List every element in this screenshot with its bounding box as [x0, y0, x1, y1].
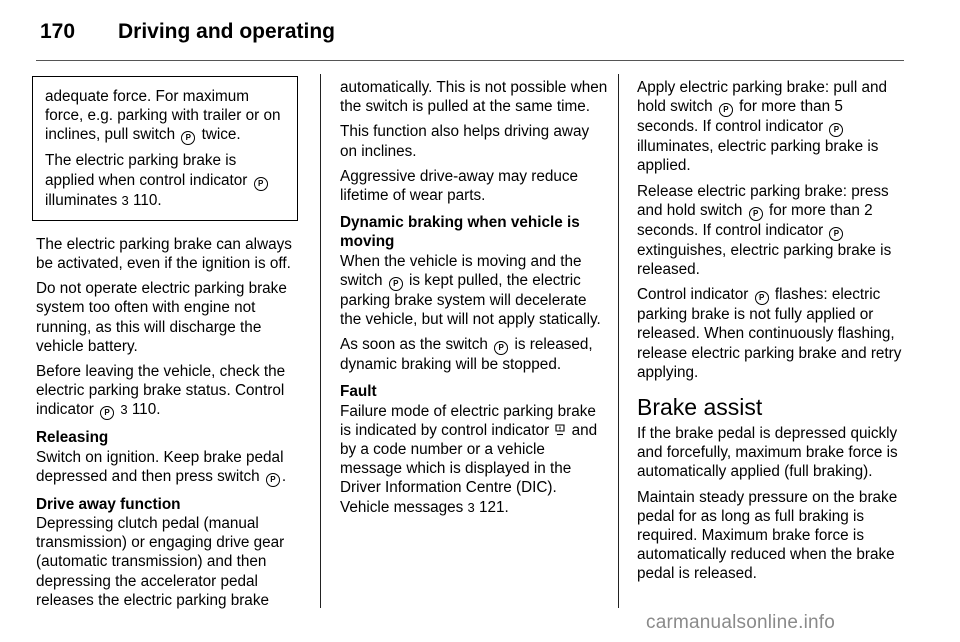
parking-brake-icon: P — [389, 277, 403, 291]
column-divider-2 — [618, 74, 619, 608]
paragraph: Depressing clutch pedal (manual transmission) or engaging drive gear (automatic transmission) and then depressing the accelerator pedal releases the electric parking brake — [36, 515, 285, 609]
paragraph: Maintain steady pressure on the brake pedal for as long as full braking is required. Maximum brake force is automatically reduced when the brake pedal is released. — [637, 488, 898, 583]
parking-brake-icon: P — [749, 207, 763, 221]
subheading-dynamic-braking: Dynamic braking when vehicle is moving — [340, 214, 580, 251]
column-3 — [637, 78, 905, 590]
page-reference-icon: 3 — [120, 402, 128, 418]
notice-paragraph-1: adequate force. For maximum force, e.g. parking with trailer or on inclines, pull switch P twice. — [45, 88, 281, 144]
paragraph: Failure mode of electric parking brake is indicated by control indicator and by a code number or a vehicle message which is displayed in the Driver Information Centre (DIC). Vehicle messages 3 121. — [340, 402, 598, 516]
service-warning-icon — [555, 424, 565, 436]
page-reference[interactable]: 121. — [479, 498, 509, 516]
parking-brake-icon: P — [755, 291, 769, 305]
watermark: carmanualsonline.info — [646, 612, 836, 633]
page-reference[interactable]: 110. — [131, 401, 161, 419]
paragraph: Control indicator P flashes: electric parking brake is not fully applied or released. When continuously flashing, release electric parking brake and retry applying. — [637, 286, 902, 381]
section-title-brake-assist: Brake assist — [637, 394, 763, 421]
subheading-drive-away: Drive away function — [36, 495, 181, 513]
header-rule — [36, 60, 904, 61]
parking-brake-icon: P — [181, 131, 195, 145]
paragraph: As soon as the switch P is released, dynamic braking will be stopped. — [340, 336, 593, 374]
column-divider-1 — [320, 74, 321, 608]
notice-paragraph-2: The electric parking brake is applied when control indicator P illuminates 3 110. — [45, 151, 287, 209]
paragraph: Do not operate electric parking brake system too often with engine not running, as this will discharge the vehicle battery. — [36, 280, 287, 355]
parking-brake-icon: P — [829, 227, 843, 241]
page-reference-icon: 3 — [467, 499, 475, 515]
paragraph: Aggressive drive-away may reduce lifetime of wear parts. — [340, 167, 579, 205]
paragraph: This function also helps driving away on inclines. — [340, 123, 590, 160]
parking-brake-icon: P — [829, 123, 843, 137]
parking-brake-icon: P — [254, 177, 268, 191]
paragraph: If the brake pedal is depressed quickly and forcefully, maximum brake force is automatically applied (full braking). — [637, 425, 898, 481]
page-number: 170 — [40, 20, 76, 43]
notice-box — [32, 76, 298, 221]
parking-brake-icon: P — [494, 341, 508, 355]
paragraph: When the vehicle is moving and the switch P is kept pulled, the electric parking brake system will decelerate the vehicle, but will not apply statically. — [340, 252, 601, 329]
parking-brake-icon: P — [719, 103, 733, 117]
column-2 — [340, 78, 608, 523]
page-reference[interactable]: 110. — [133, 191, 162, 209]
paragraph: Release electric parking brake: press and hold switch P for more than 2 seconds. If control indicator P extinguishes, electric parking brake is released. — [637, 182, 892, 279]
page-title: Driving and operating — [118, 20, 336, 43]
subheading-releasing: Releasing — [36, 429, 109, 447]
page-reference-icon: 3 — [121, 192, 129, 208]
column-1 — [36, 76, 304, 616]
parking-brake-icon: P — [100, 406, 114, 420]
paragraph: Before leaving the vehicle, check the electric parking brake status. Control indicator P 3 110. — [36, 363, 286, 419]
paragraph: Switch on ignition. Keep brake pedal depressed and then press switch P . — [36, 448, 287, 485]
paragraph: The electric parking brake can always be activated, even if the ignition is off. — [36, 235, 292, 273]
paragraph: automatically. This is not possible when the switch is pulled at the same time. — [340, 79, 608, 116]
paragraph: Apply electric parking brake: pull and hold switch P for more than 5 seconds. If control indicator P illuminates, electric parking brake is applied. — [637, 79, 887, 175]
parking-brake-icon: P — [266, 473, 280, 487]
subheading-fault: Fault — [340, 383, 377, 401]
page-header — [0, 0, 960, 62]
